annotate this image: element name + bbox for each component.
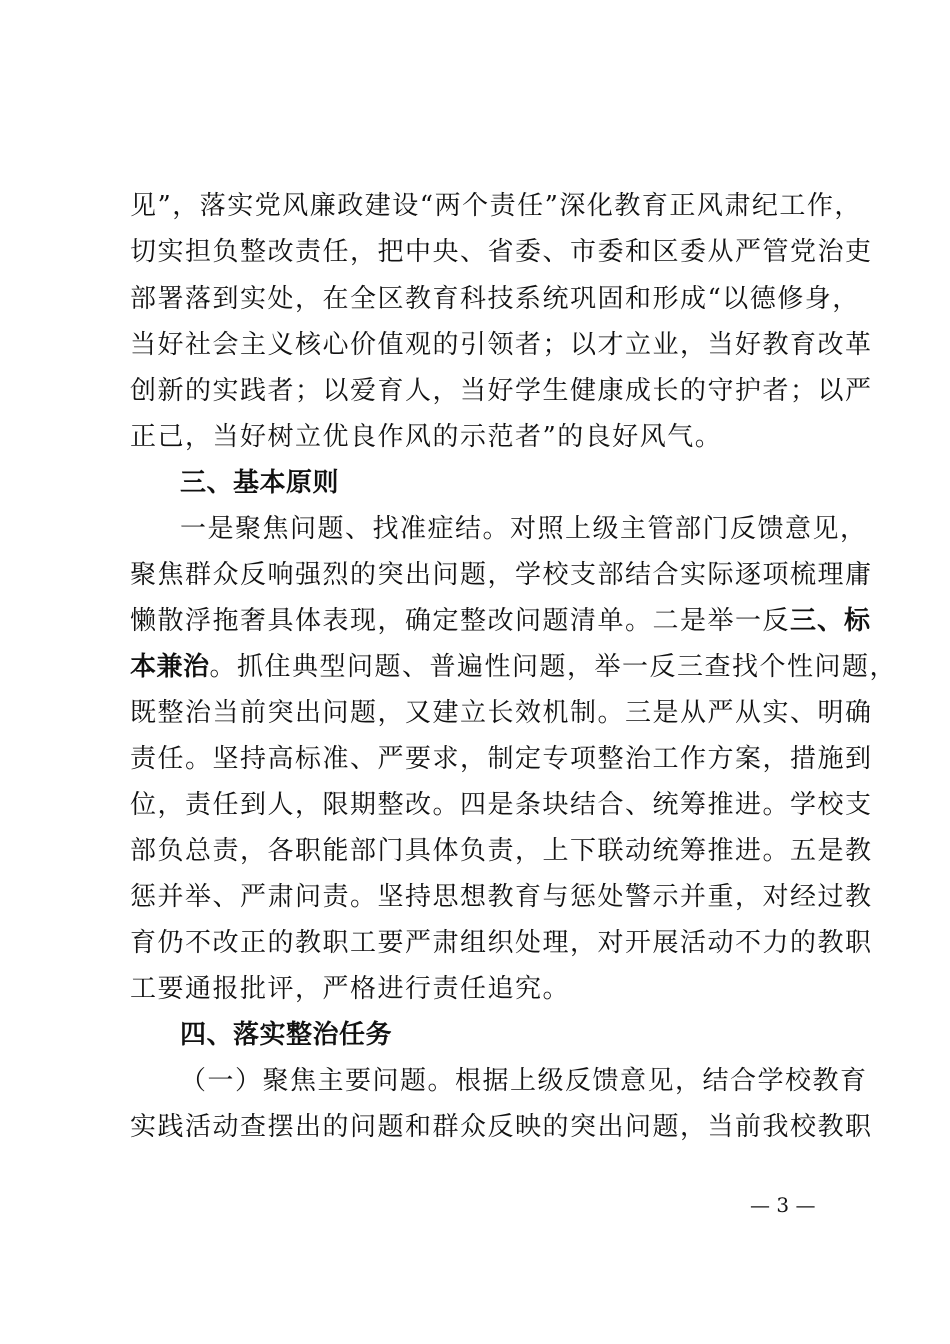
bold-fragment: 三、标 — [790, 606, 872, 636]
paragraph-line: 部负总责，各职能部门具体负责，上下联动统筹推进。五是教 — [130, 836, 873, 866]
paragraph-line: 位，责任到人，限期整改。四是条块结合、统筹推进。学校支 — [130, 790, 873, 820]
paragraph-line: 聚焦群众反响强烈的突出问题，学校支部结合实际逐项梳理庸 — [130, 560, 873, 590]
section-heading-rectification-tasks: 四、落实整治任务 — [180, 1020, 393, 1050]
paragraph-line-with-bold — [130, 598, 872, 644]
paragraph-line: 创新的实践者；以爱育人，当好学生健康成长的守护者；以严 — [130, 376, 873, 406]
section-heading-basic-principles: 三、基本原则 — [180, 468, 340, 498]
paragraph-line: 部署落到实处，在全区教育科技系统巩固和形成“以德修身， — [130, 284, 860, 314]
paragraph-line: 惩并举、严肃问责。坚持思想教育与惩处警示并重，对经过教 — [130, 882, 873, 912]
paragraph-line: 当好社会主义核心价值观的引领者；以才立业，当好教育改革 — [130, 330, 873, 360]
paragraph-line: 育仍不改正的教职工要严肃组织处理，对开展活动不力的教职 — [130, 928, 873, 958]
paragraph-line: （一）聚焦主要问题。根据上级反馈意见，结合学校教育 — [180, 1066, 868, 1096]
paragraph-line: 实践活动查摆出的问题和群众反映的突出问题，当前我校教职 — [130, 1112, 873, 1142]
paragraph-line: 既整治当前突出问题，又建立长效机制。三是从严从实、明确 — [130, 698, 873, 728]
paragraph-text: 懒散浮拖奢具体表现，确定整改问题清单。二是举一反 — [130, 606, 791, 636]
paragraph-line: 工要通报批评，严格进行责任追究。 — [130, 974, 571, 1004]
paragraph-line: 一是聚焦问题、找准症结。对照上级主管部门反馈意见， — [180, 514, 868, 544]
paragraph-line: 见”，落实党风廉政建设“两个责任”深化教育正风肃纪工作， — [130, 191, 862, 221]
page-number: — 3 — — [750, 1193, 816, 1217]
paragraph-line-with-bold — [130, 644, 898, 690]
paragraph-line: 正己，当好树立优良作风的示范者”的良好风气。 — [130, 422, 723, 452]
paragraph-line: 责任。坚持高标准、严要求，制定专项整治工作方案，措施到 — [130, 744, 873, 774]
paragraph-line: 切实担负整改责任，把中央、省委、市委和区委从严管党治吏 — [130, 237, 873, 267]
bold-fragment: 本兼治 — [130, 652, 210, 682]
paragraph-text: 。抓住典型问题、普遍性问题，举一反三查找个性问题， — [209, 652, 898, 682]
